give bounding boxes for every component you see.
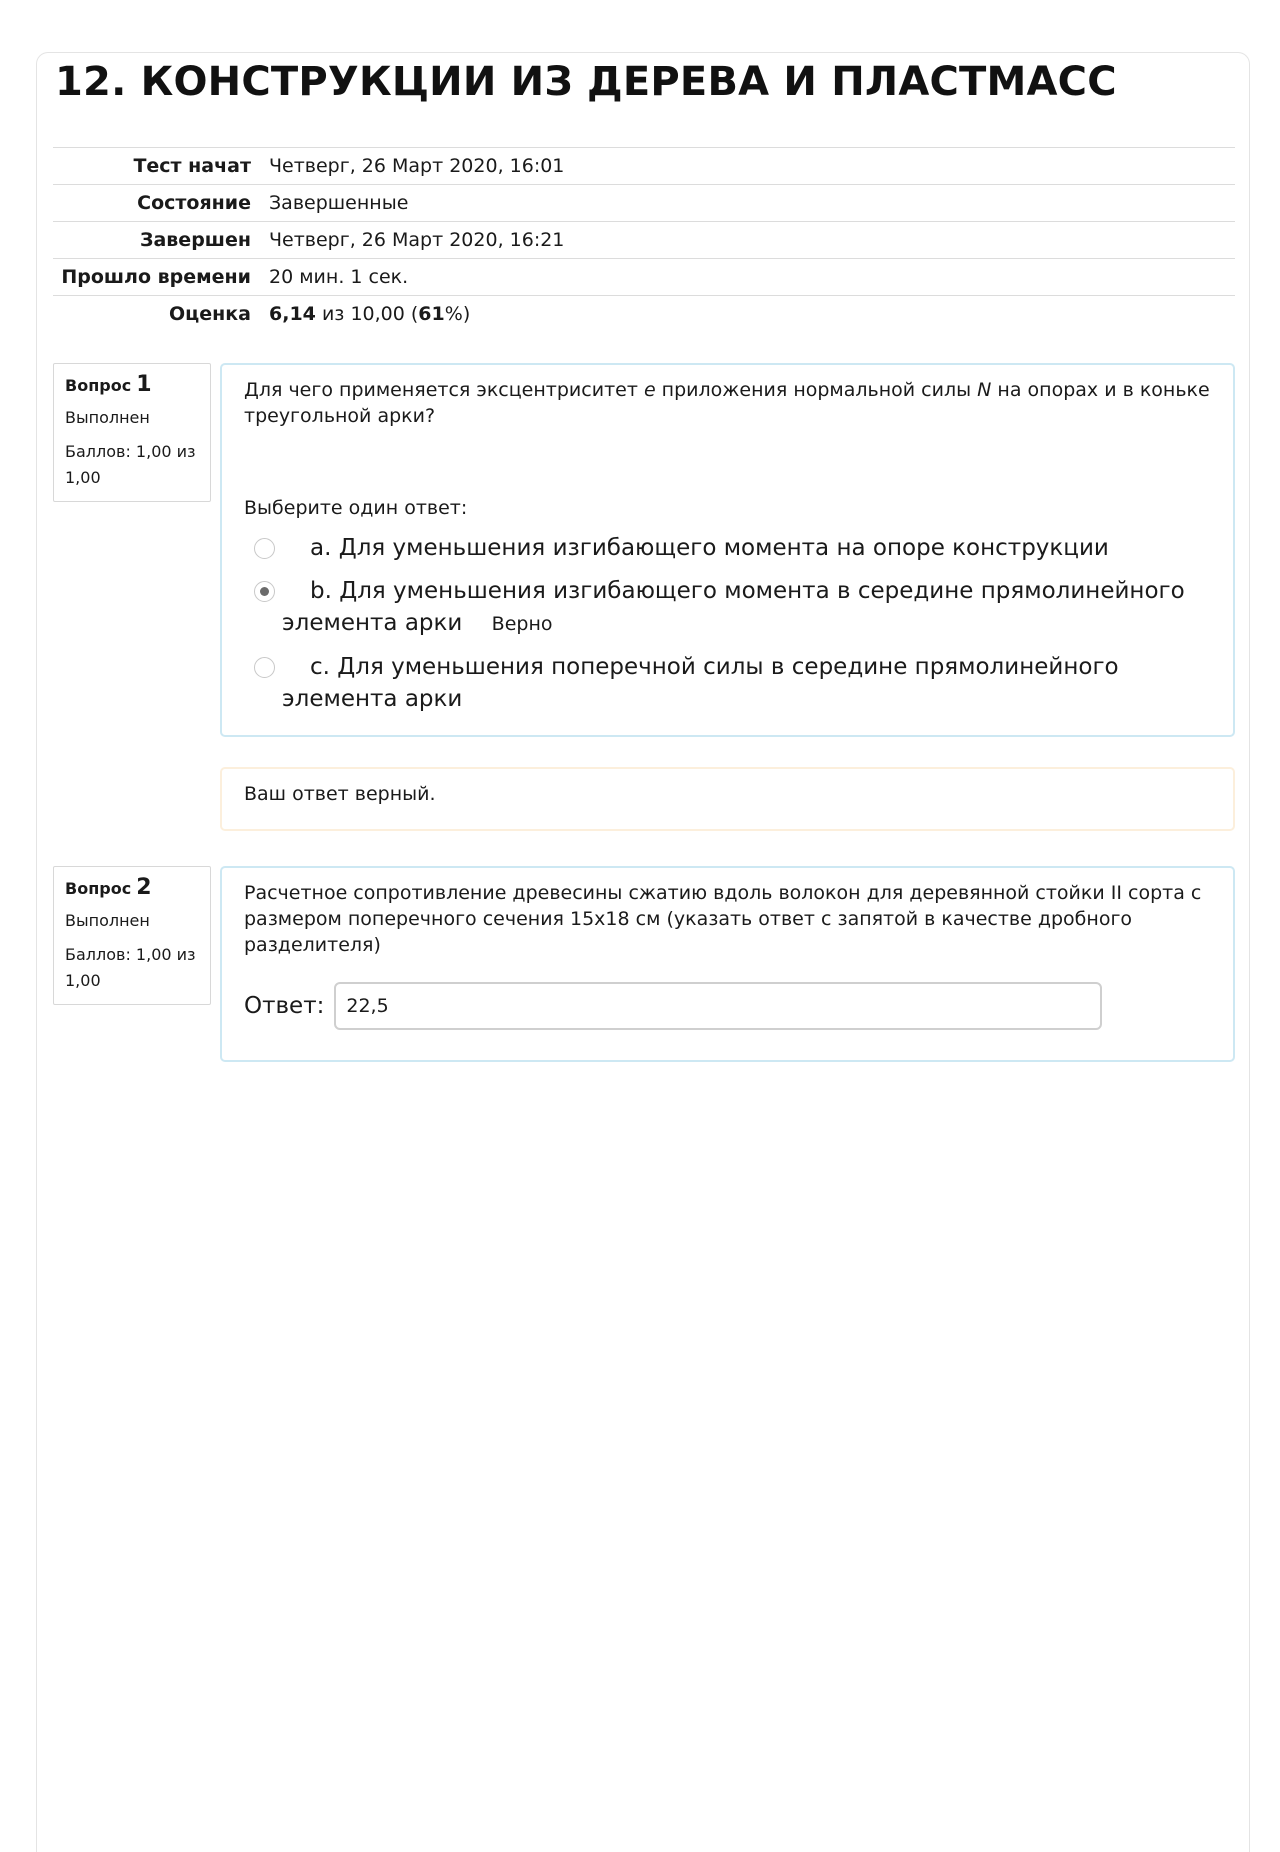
summary-label: Тест начат xyxy=(53,148,269,185)
question-text-part: приложения нормальной силы xyxy=(655,379,978,401)
question-state: Выполнен xyxy=(65,408,150,427)
grade-max: 10,00 xyxy=(350,303,405,326)
summary-row-grade xyxy=(53,296,1235,333)
question-text-var-n: N xyxy=(977,379,992,401)
option-text: Для уменьшения изгибающего момента на опоре конструкции xyxy=(338,535,1109,561)
question-grade: Баллов: 1,00 из 1,00 xyxy=(65,442,196,487)
answer-option-b[interactable] xyxy=(244,575,1211,640)
answer-input[interactable] xyxy=(334,982,1102,1030)
option-letter: c. xyxy=(310,654,330,680)
grade-percent-sign: % xyxy=(444,303,463,326)
summary-row-state xyxy=(53,185,1235,222)
radio-button[interactable] xyxy=(254,538,275,559)
question-text-part: на опорах и в коньке треугольной арки? xyxy=(244,379,1210,427)
question-1-content xyxy=(220,363,1235,737)
question-2-content xyxy=(220,866,1235,1062)
summary-value: Четверг, 26 Март 2020, 16:01 xyxy=(269,148,1235,185)
question-2-info xyxy=(53,866,211,1005)
summary-label: Завершен xyxy=(53,222,269,259)
grade-score: 6,14 xyxy=(269,303,316,326)
question-label: Вопрос xyxy=(65,879,132,898)
summary-label: Оценка xyxy=(53,296,269,333)
radio-button-selected[interactable] xyxy=(254,581,275,602)
question-number xyxy=(65,372,200,399)
question-number-value: 2 xyxy=(136,875,152,900)
summary-row-completed xyxy=(53,222,1235,259)
page-title: 12. КОНСТРУКЦИИ ИЗ ДЕРЕВА И ПЛАСТМАСС xyxy=(55,59,1117,105)
summary-row-started xyxy=(53,148,1235,185)
grade-of: из xyxy=(321,303,345,326)
option-text: Для уменьшения изгибающего момента в середине прямолинейного элемента арки xyxy=(282,578,1185,636)
question-number-value: 1 xyxy=(136,372,152,397)
correct-verdict: Верно xyxy=(491,613,553,635)
question-text xyxy=(244,377,1211,429)
answer-option-a[interactable] xyxy=(244,532,1211,564)
question-text-var-e: e xyxy=(643,379,656,401)
question-grade: Баллов: 1,00 из 1,00 xyxy=(65,945,196,990)
quiz-review-page xyxy=(36,52,1250,1852)
question-number xyxy=(65,875,200,902)
answer-label: Ответ: xyxy=(244,993,325,1019)
option-text: Для уменьшения поперечной силы в середине прямолинейного элемента арки xyxy=(282,654,1119,712)
feedback-text: Ваш ответ верный. xyxy=(244,783,436,805)
grade-value: 6,14 из 10,00 (61%) xyxy=(269,296,1235,333)
answer-option-c[interactable] xyxy=(244,651,1211,715)
summary-value: Завершенные xyxy=(269,185,1235,222)
attempt-summary-table xyxy=(53,147,1235,333)
question-1-feedback xyxy=(220,767,1235,831)
option-letter: b. xyxy=(310,578,332,604)
summary-row-time-taken xyxy=(53,259,1235,296)
question-state: Выполнен xyxy=(65,911,150,930)
question-text: Расчетное сопротивление древесины сжатию вдоль волокон для деревянной стойки II сорта с размером поперечного сечения 15х18 см (указать ответ с запятой в качестве дробного разделителя) xyxy=(244,882,1202,956)
question-label: Вопрос xyxy=(65,376,132,395)
grade-percent: 61 xyxy=(418,303,445,326)
question-text-part: Для чего применяется эксцентриситет xyxy=(244,379,644,401)
radio-button[interactable] xyxy=(254,657,275,678)
answer-row xyxy=(244,982,1211,1030)
summary-label: Прошло времени xyxy=(53,259,269,296)
option-letter: a. xyxy=(310,535,332,561)
summary-value: Четверг, 26 Март 2020, 16:21 xyxy=(269,222,1235,259)
question-1-info xyxy=(53,363,211,502)
summary-label: Состояние xyxy=(53,185,269,222)
answer-options xyxy=(244,532,1211,715)
summary-value: 20 мин. 1 сек. xyxy=(269,259,1235,296)
answer-prompt: Выберите один ответ: xyxy=(244,497,468,519)
